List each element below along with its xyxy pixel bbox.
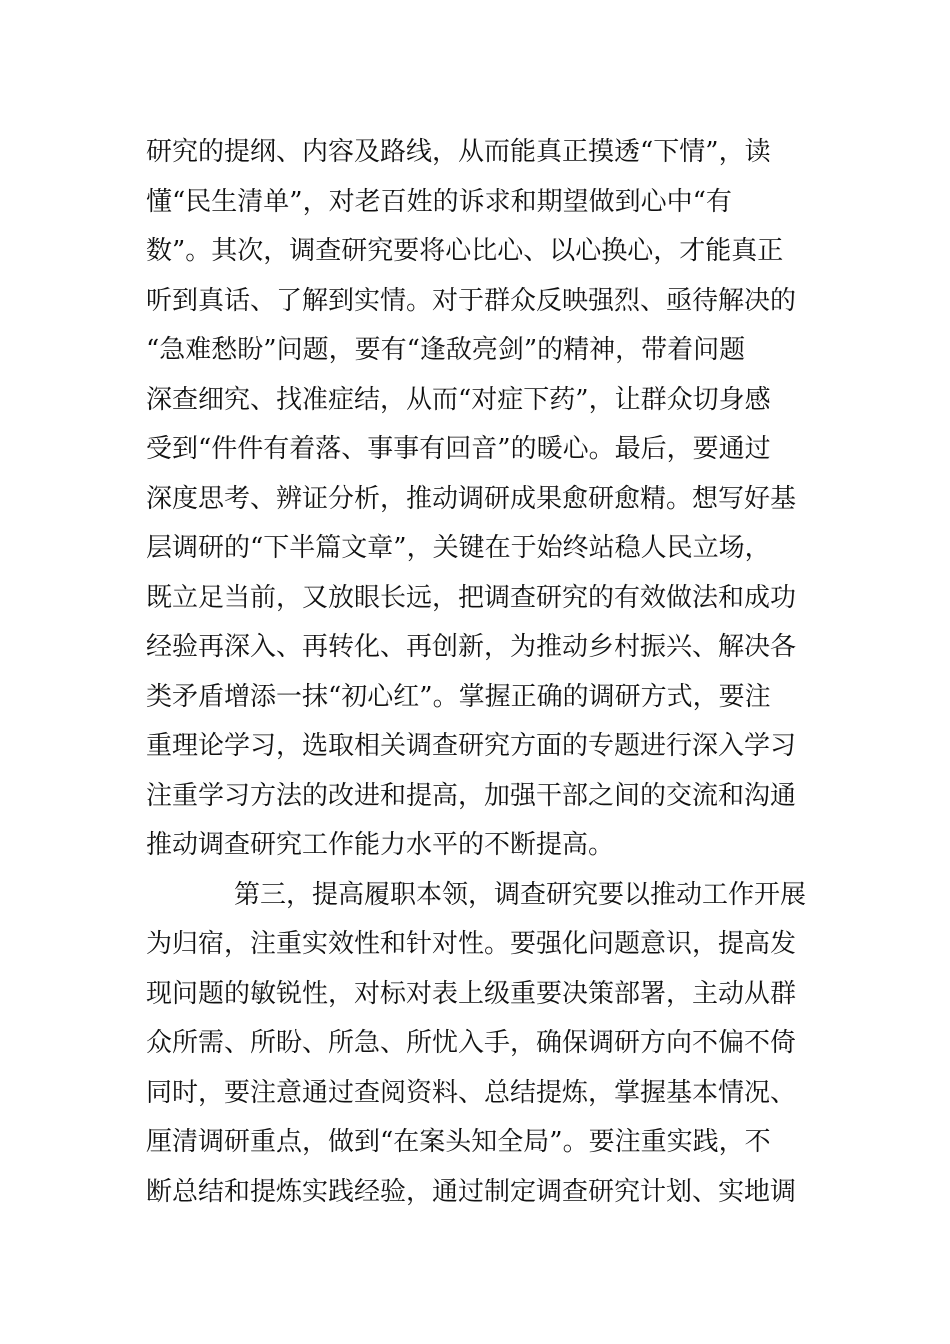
text-line: 受到“件件有着落、事事有回音”的暖心。最后，要通过: [146, 434, 771, 464]
text-line: 注重学习方法的改进和提高，加强干部之间的交流和沟通: [146, 780, 797, 811]
text-line: 同时，要注意通过查阅资料、总结提炼，掌握基本情况、: [146, 1077, 797, 1108]
text-line: 重理论学习，选取相关调查研究方面的专题进行深入学习: [146, 731, 797, 761]
text-line: 懂“民生清单”，对老百姓的诉求和期望做到心中“有: [146, 186, 732, 217]
text-line: 为归宿，注重实效性和针对性。要强化问题意识，提高发: [146, 929, 797, 959]
text-line: 众所需、所盼、所急、所忧入手，确保调研方向不偏不倚: [146, 1028, 797, 1058]
text-line: 深查细究、找准症结，从而“对症下药”，让群众切身感: [146, 384, 771, 415]
text-line: 研究的提纲、内容及路线，从而能真正摸透“下情”，读: [146, 137, 771, 167]
text-line: 数”。其次，调查研究要将心比心、以心换心，才能真正: [146, 236, 784, 266]
text-line: “急难愁盼”问题，要有“逢敌亮剑”的精神，带着问题: [146, 335, 746, 365]
text-line: 厘清调研重点，做到“在案头知全局”。要注重实践，不: [146, 1127, 771, 1157]
text-line: 断总结和提炼实践经验，通过制定调查研究计划、实地调: [146, 1176, 797, 1207]
text-line: 层调研的“下半篇文章”，关键在于始终站稳人民立场，: [146, 533, 771, 563]
text-line: 类矛盾增添一抹“初心红”。掌握正确的调研方式，要注: [146, 681, 771, 712]
body-text: [146, 128, 816, 1217]
paragraph-start-line: 第三，提高履职本领，调查研究要以推动工作开展: [234, 879, 807, 910]
text-line: 经验再深入、再转化、再创新，为推动乡村振兴、解决各: [146, 632, 797, 662]
text-line: 听到真话、了解到实情。对于群众反映强烈、亟待解决的: [146, 285, 797, 316]
text-line: 现问题的敏锐性，对标对表上级重要决策部署，主动从群: [146, 978, 797, 1009]
text-line: 推动调查研究工作能力水平的不断提高。: [146, 830, 615, 860]
text-line: 深度思考、辨证分析，推动调研成果愈研愈精。想写好基: [146, 483, 797, 514]
text-line: 既立足当前，又放眼长远，把调查研究的有效做法和成功: [146, 582, 797, 613]
